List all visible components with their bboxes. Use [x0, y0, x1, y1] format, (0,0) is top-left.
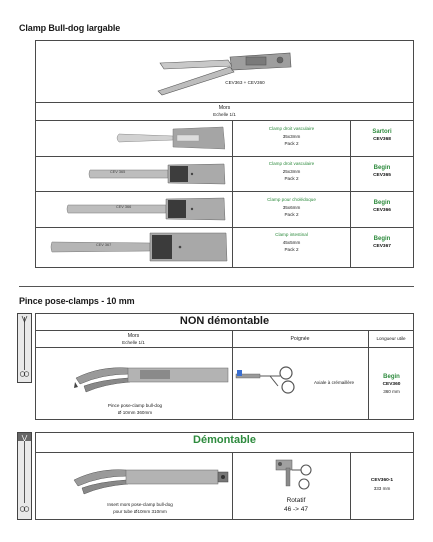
row-3-engraving: CEV 366 — [116, 205, 132, 209]
row-3-size: 35x6mm — [282, 205, 301, 210]
d-length: 333 mm — [373, 486, 391, 491]
demontable-title: Démontable — [193, 434, 256, 446]
row-2-desc: Clamp droit vasculaire — [268, 161, 315, 166]
row-1-pack: Pack 2 — [284, 141, 299, 146]
row-4-code: CEV367 — [373, 244, 391, 249]
d-mors-caption-2: pour tube Ø10mm 310mm — [113, 509, 167, 514]
non-demontable-title: NON démontable — [179, 315, 270, 327]
nd-mors-scale: Echelle 1/1 — [122, 340, 145, 345]
nd-mors-caption-2: Ø 10mm 360mm — [117, 410, 153, 415]
nd-brand: Begin — [383, 374, 400, 380]
rotatif-range: 46 -> 47 — [283, 506, 309, 513]
d-mors-caption-1: Insert mors pose-clamp bull-dog — [107, 502, 173, 507]
hero-caption: CEV363 + CEV360 — [225, 80, 265, 85]
clamp-image-row-1 — [115, 124, 225, 152]
rotatif-handle-image — [266, 456, 326, 494]
row-1-brand: Sartori — [372, 129, 392, 135]
side-instrument-thumb-2 — [17, 432, 32, 520]
nd-code: CEV360 — [382, 382, 401, 387]
nd-mors-image — [70, 352, 230, 400]
row-2-engraving: CEV 365 — [110, 170, 126, 174]
d-code: CEV360-1 — [370, 478, 394, 483]
row-2-brand: Begin — [373, 165, 391, 171]
clamp-image-row-3 — [66, 195, 226, 223]
row-1-code: CEV368 — [373, 137, 391, 142]
row-4-size: 45x5mm — [282, 240, 301, 245]
row-2-code: CEV365 — [373, 173, 391, 178]
row-4-engraving: CEV 367 — [96, 243, 112, 247]
row-3-code: CEV366 — [373, 208, 391, 213]
row-3-brand: Begin — [373, 200, 391, 206]
nd-poignee-header: Poignée — [290, 336, 310, 342]
rotatif-label: Rotatif — [286, 497, 306, 504]
section-divider — [19, 286, 414, 287]
clamp-image-row-2 — [88, 160, 226, 188]
clamp-hero-image — [150, 45, 300, 100]
nd-longueur-header: Longueur utile — [376, 336, 406, 341]
poignee-image — [234, 362, 300, 396]
row-1-size: 35x3mm — [282, 134, 301, 139]
clamp-image-row-4 — [50, 230, 228, 264]
row-4-pack: Pack 2 — [284, 247, 299, 252]
nd-mors-caption-1: Pince pose-clamp bull-dog — [107, 403, 163, 408]
d-mors-image — [68, 458, 230, 498]
section-title-clamp: Clamp Bull-dog largable — [19, 23, 121, 33]
nd-length: 360 mm — [383, 389, 400, 394]
side-instrument-thumb-1 — [17, 313, 32, 383]
row-1-desc: Clamp droit vasculaire — [268, 126, 315, 131]
row-3-pack: Pack 2 — [284, 212, 299, 217]
row-3-desc: Clamp pour cholédoque — [267, 197, 316, 202]
mors-scale: Echelle 1/1 — [213, 112, 236, 117]
nd-mors-header: Mors — [127, 333, 140, 339]
mors-header: Mors — [218, 105, 231, 111]
row-2-pack: Pack 2 — [284, 176, 299, 181]
poignee-label: Axiale à crémaillère — [313, 380, 355, 385]
row-4-desc: Clamp intestinal — [275, 232, 308, 237]
row-2-size: 25x3mm — [282, 169, 301, 174]
section-title-pince: Pince pose-clamps - 10 mm — [19, 296, 135, 306]
row-4-brand: Begin — [373, 236, 391, 242]
